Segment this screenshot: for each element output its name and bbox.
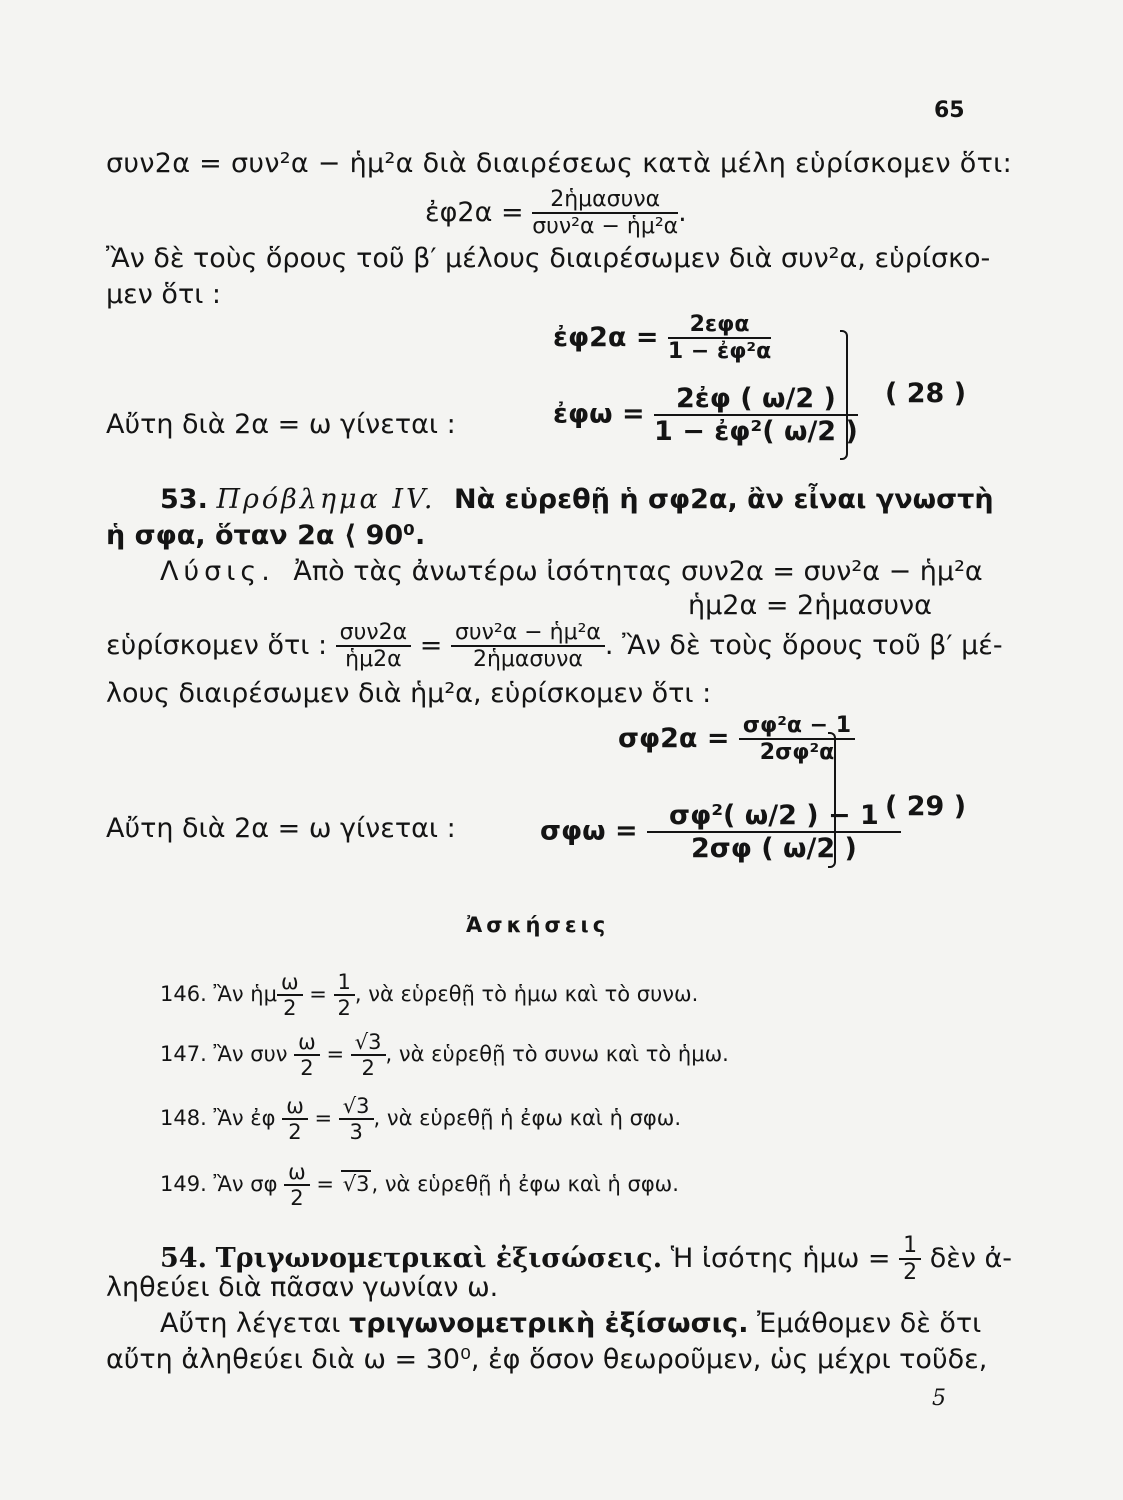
lysis-text: Ἀπὸ τὰς ἀνωτέρω ἰσότητας συν2α = συν²α − ἡμ²α bbox=[293, 556, 983, 587]
exercise-147-rhs-num: √3 bbox=[351, 1030, 386, 1056]
section-53-title: Πρόβλημα IV. bbox=[216, 484, 436, 515]
exercise-148-rhs-den: 3 bbox=[349, 1120, 363, 1145]
eq28-l1-denominator: 1 − ἐφ²α bbox=[667, 339, 772, 365]
eq29-l1-denominator: 2σφ²α bbox=[759, 740, 835, 766]
section-54-title: Τριγωνομετρικαὶ ἐξισώσεις. bbox=[215, 1242, 663, 1274]
eq29-brace bbox=[828, 732, 836, 868]
exercise-146-number: 146. bbox=[160, 982, 207, 1007]
eq29-l2-fraction bbox=[647, 800, 901, 864]
exercise-146-frac-num: ω bbox=[277, 970, 303, 996]
eq28-label: ( 28 ) bbox=[885, 378, 967, 409]
exercise-149-pre: Ἂν σφ bbox=[213, 1172, 278, 1197]
exercise-149-eq: = bbox=[316, 1172, 335, 1197]
exercise-149-text: , νὰ εὑρεθῇ ἡ ἐφω καὶ ἡ σφω. bbox=[371, 1172, 679, 1197]
eq29-label: ( 29 ) bbox=[885, 791, 967, 822]
exercise-147-text: , νὰ εὑρεθῇ τὸ συνω καὶ τὸ ἡμω. bbox=[385, 1042, 729, 1067]
exercise-149-frac-num: ω bbox=[284, 1160, 310, 1186]
text-line-5a: Αὔτη λέγεται bbox=[160, 1308, 341, 1339]
equation-tan2a bbox=[425, 187, 687, 240]
section-54-number: 54. bbox=[160, 1242, 207, 1274]
lysis-label: Λύσις. bbox=[160, 556, 275, 587]
text-line-5b: τριγωνομετρικὴ ἐξίσωσις. bbox=[348, 1308, 749, 1339]
exercise-149-rhs: √3 bbox=[342, 1172, 370, 1197]
exercise-147-frac-num: ω bbox=[294, 1030, 320, 1056]
ayth-line-1: Αὔτη διὰ 2α = ω γίνεται : bbox=[106, 409, 456, 440]
eq-mid-fraction-1 bbox=[336, 620, 411, 673]
section-53-text-2: ἡ σφα, ὅταν 2α ⟨ 90⁰. bbox=[106, 520, 426, 551]
exercise-147-pre: Ἂν συν bbox=[213, 1042, 288, 1067]
eq29-l1-numerator: σφ²α − 1 bbox=[739, 713, 855, 740]
exercise-146-rhs bbox=[334, 970, 355, 1020]
exercise-147-frac-den: 2 bbox=[300, 1056, 314, 1081]
exercise-146-fraction bbox=[277, 970, 303, 1020]
page-number: 65 bbox=[934, 98, 965, 123]
exercise-149-fraction bbox=[284, 1160, 310, 1210]
lysis-line bbox=[160, 555, 983, 589]
eq28-line2 bbox=[553, 383, 858, 447]
exercise-148-rhs bbox=[339, 1094, 374, 1144]
exercise-146-rhs-num: 1 bbox=[334, 970, 355, 996]
exercise-147-rhs-den: 2 bbox=[361, 1056, 375, 1081]
exercise-148-frac-den: 2 bbox=[288, 1120, 302, 1145]
eq29-l1-lhs: σφ2α = bbox=[618, 722, 730, 754]
eq28-l2-numerator: 2ἐφ ( ω/2 ) bbox=[654, 383, 858, 416]
exercise-148-eq: = bbox=[314, 1106, 333, 1131]
eq-mid-equals: = bbox=[419, 629, 443, 661]
exercise-146-text: , νὰ εὑρεθῇ τὸ ἡμω καὶ τὸ συνω. bbox=[354, 982, 699, 1007]
eq-mid-fraction-2 bbox=[451, 620, 605, 673]
eq-mid-f2-numerator: συν²α − ἡμ²α bbox=[451, 620, 605, 647]
section-54-text-end: δὲν ἀ- bbox=[929, 1242, 1013, 1274]
exercise-148-fraction bbox=[282, 1094, 308, 1144]
exercise-146-frac-den: 2 bbox=[283, 996, 297, 1021]
eq28-l2-lhs: ἐφω = bbox=[553, 398, 645, 430]
exercise-148-rhs-num: √3 bbox=[339, 1094, 374, 1120]
exercise-148-number: 148. bbox=[160, 1106, 207, 1131]
eq1-numerator: 2ἡμασυνα bbox=[532, 187, 678, 214]
lysis-text-2: ἡμ2α = 2ἡμασυνα bbox=[688, 590, 932, 621]
eq29-line2 bbox=[540, 800, 901, 864]
eq28-l1-fraction bbox=[668, 312, 771, 365]
eq1-lhs: ἐφ2α = bbox=[425, 196, 524, 228]
eq-mid-post: . Ἂν δὲ τοὺς ὅρους τοῦ β′ μέ- bbox=[604, 629, 1003, 661]
eq29-l1-fraction bbox=[739, 713, 855, 766]
eq1-tail: . bbox=[678, 196, 687, 228]
eq28-l1-numerator: 2εφα bbox=[668, 312, 771, 339]
exercise-148 bbox=[160, 1094, 681, 1144]
exercise-149 bbox=[160, 1160, 679, 1210]
exercise-148-text: , νὰ εὑρεθῇ ἡ ἐφω καὶ ἡ σφω. bbox=[373, 1106, 681, 1131]
eq28-line1 bbox=[553, 312, 771, 365]
text-line-2b: μεν ὅτι : bbox=[106, 279, 222, 310]
equation-cot-ratio bbox=[106, 620, 1003, 673]
eq29-l2-numerator: σφ²( ω/2 ) − 1 bbox=[647, 800, 901, 833]
exercises-heading: Ἀσκήσεις bbox=[466, 913, 610, 937]
section-54-frac-den: 2 bbox=[903, 1260, 918, 1286]
text-line-2a: Ἂν δὲ τοὺς ὅρους τοῦ β′ μέλους διαιρέσωμεν διὰ συν²α, εὑρίσκο- bbox=[106, 243, 991, 274]
exercise-147-number: 147. bbox=[160, 1042, 207, 1067]
eq29-l2-lhs: σφω = bbox=[540, 815, 638, 847]
exercise-147-rhs bbox=[351, 1030, 386, 1080]
text-line-6: αὔτη ἀληθεύει διὰ ω = 30⁰, ἐφ ὅσον θεωροῦμεν, ὡς μέχρι τοῦδε, bbox=[106, 1344, 988, 1375]
eq1-fraction bbox=[532, 187, 678, 240]
exercise-147-fraction bbox=[294, 1030, 320, 1080]
exercise-147-eq: = bbox=[326, 1042, 345, 1067]
section-53-text: Νὰ εὑρεθῇ ἡ σφ2α, ἂν εἶναι γνωστὴ bbox=[454, 484, 994, 515]
exercise-149-frac-den: 2 bbox=[290, 1186, 304, 1211]
text-line-1: συν2α = συν²α − ἡμ²α διὰ διαιρέσεως κατὰ μέλη εὑρίσκομεν ὅτι: bbox=[106, 148, 1012, 179]
eq28-l2-fraction bbox=[654, 383, 858, 447]
text-line-3: λους διαιρέσωμεν διὰ ἡμ²α, εὑρίσκομεν ὅτι : bbox=[106, 678, 712, 709]
exercise-149-number: 149. bbox=[160, 1172, 207, 1197]
eq29-line1 bbox=[618, 713, 855, 766]
exercise-148-pre: Ἂν ἐφ bbox=[213, 1106, 276, 1131]
exercise-146-rhs-den: 2 bbox=[337, 996, 351, 1021]
eq28-brace bbox=[840, 330, 848, 460]
section-53-number: 53. bbox=[160, 484, 208, 515]
section-53-heading bbox=[160, 483, 994, 517]
text-line-4: ληθεύει διὰ πᾶσαν γωνίαν ω. bbox=[106, 1272, 499, 1303]
exercise-146 bbox=[160, 970, 698, 1020]
ayth-line-2: Αὔτη διὰ 2α = ω γίνεται : bbox=[106, 813, 456, 844]
eq-mid-f1-denominator: ἡμ2α bbox=[345, 647, 402, 673]
eq28-l1-lhs: ἐφ2α = bbox=[553, 321, 659, 353]
exercise-146-pre: Ἂν ἡμ bbox=[213, 982, 277, 1007]
exercise-148-frac-num: ω bbox=[282, 1094, 308, 1120]
eq1-denominator: συν²α − ἡμ²α bbox=[532, 214, 679, 240]
section-54-fraction bbox=[899, 1233, 921, 1286]
text-line-5c: Ἐμάθομεν δὲ ὅτι bbox=[757, 1308, 982, 1339]
eq-mid-f1-numerator: συν2α bbox=[336, 620, 411, 647]
exercise-146-eq: = bbox=[309, 982, 327, 1007]
eq28-l2-denominator: 1 − ἐφ²( ω/2 ) bbox=[654, 416, 858, 448]
section-54-text: Ἡ ἰσότης ἡμω = bbox=[670, 1242, 891, 1274]
text-line-5 bbox=[160, 1307, 981, 1341]
exercise-147 bbox=[160, 1030, 729, 1080]
footer-signature-number: 5 bbox=[932, 1386, 946, 1411]
section-54-frac-num: 1 bbox=[899, 1233, 921, 1260]
eq-mid-pre: εὑρίσκομεν ὅτι : bbox=[106, 629, 328, 661]
eq29-l2-denominator: 2σφ ( ω/2 ) bbox=[690, 833, 857, 865]
eq-mid-f2-denominator: 2ἡμασυνα bbox=[472, 647, 583, 673]
